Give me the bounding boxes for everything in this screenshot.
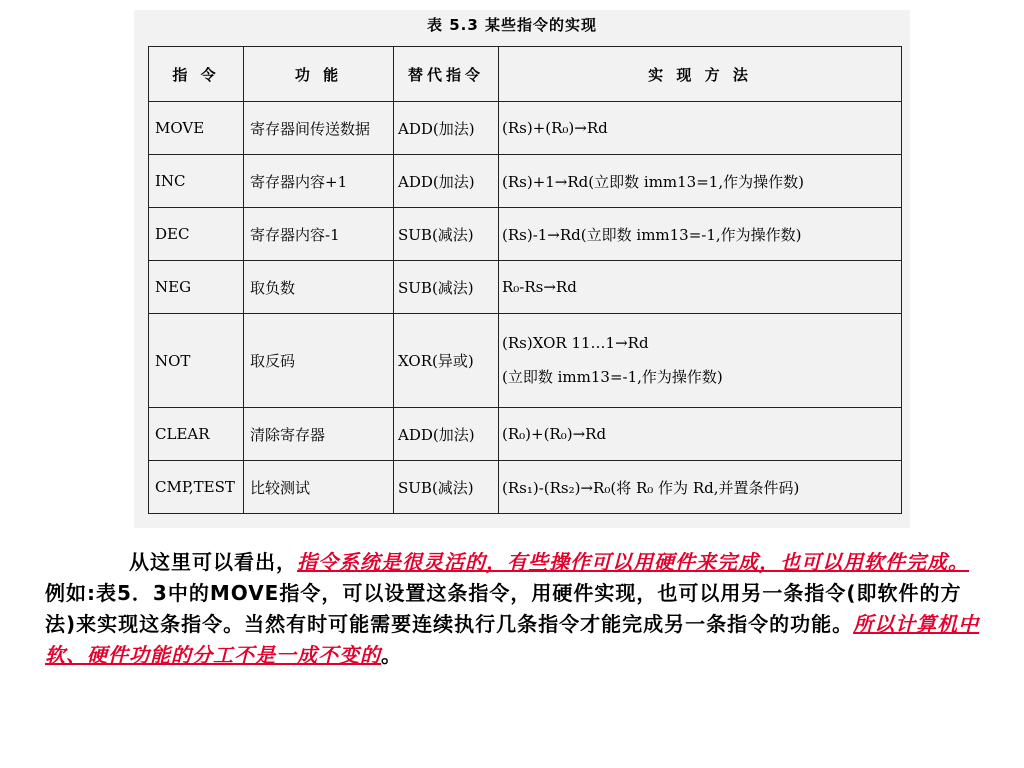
- cell-instr: CMP,TEST: [149, 461, 244, 514]
- highlight-flexibility: 指令系统是很灵活的，有些操作可以用硬件来完成，也可以用软件完成。: [297, 550, 969, 574]
- table-caption: 表 5.3 某些指令的实现: [426, 16, 598, 34]
- cell-function: 寄存器内容-1: [244, 208, 394, 261]
- cell-impl: (Rs)+(R₀)→Rd: [499, 102, 902, 155]
- header-function: 功 能: [244, 47, 394, 102]
- cell-function: 取反码: [244, 314, 394, 408]
- table-header-row: [149, 47, 902, 102]
- explanation-paragraph: [45, 547, 985, 671]
- cell-impl-line1: (Rs)XOR 11…1→Rd: [502, 334, 649, 352]
- cell-instr: NOT: [149, 314, 244, 408]
- cell-function: 取负数: [244, 261, 394, 314]
- cell-alt: SUB(减法): [394, 208, 499, 261]
- cell-alt: XOR(异或): [394, 314, 499, 408]
- header-alt-instr: 替代指令: [394, 47, 499, 102]
- cell-impl: (Rs)+1→Rd(立即数 imm13=1,作为操作数): [499, 155, 902, 208]
- cell-alt: ADD(加法): [394, 102, 499, 155]
- cell-instr: NEG: [149, 261, 244, 314]
- cell-alt: SUB(减法): [394, 261, 499, 314]
- table-row: [149, 408, 902, 461]
- cell-instr: MOVE: [149, 102, 244, 155]
- table-row: [149, 155, 902, 208]
- cell-impl: (R₀)+(R₀)→Rd: [499, 408, 902, 461]
- cell-function: 寄存器间传送数据: [244, 102, 394, 155]
- cell-function: 比较测试: [244, 461, 394, 514]
- cell-instr: INC: [149, 155, 244, 208]
- table-row: [149, 461, 902, 514]
- cell-impl-line2: (立即数 imm13=-1,作为操作数): [502, 368, 723, 386]
- cell-instr: CLEAR: [149, 408, 244, 461]
- instruction-table: [148, 46, 902, 514]
- cell-impl: [499, 314, 902, 408]
- paragraph-body: 例如:表5．3中的MOVE指令，可以设置这条指令，用硬件实现，也可以用另一条指令(即软件的方法)来实现这条指令。当然有时可能需要连续执行几条指令才能完成另一条指令的功能。: [45, 581, 962, 636]
- highlight-conclusion: 所以计算机中软、硬件功能的分工不是一成不变的: [45, 612, 980, 667]
- header-instr: 指 令: [149, 47, 244, 102]
- paragraph-intro: 从这里可以看出，: [129, 550, 297, 574]
- cell-alt: SUB(减法): [394, 461, 499, 514]
- cell-instr: DEC: [149, 208, 244, 261]
- header-impl-method: 实 现 方 法: [499, 47, 902, 102]
- cell-impl: (Rs)-1→Rd(立即数 imm13=-1,作为操作数): [499, 208, 902, 261]
- table-row: [149, 208, 902, 261]
- table-row: [149, 314, 902, 408]
- cell-alt: ADD(加法): [394, 408, 499, 461]
- cell-function: 清除寄存器: [244, 408, 394, 461]
- paragraph-end: 。: [381, 643, 402, 667]
- table-row: [149, 261, 902, 314]
- cell-alt: ADD(加法): [394, 155, 499, 208]
- cell-impl: (Rs₁)-(Rs₂)→R₀(将 R₀ 作为 Rd,并置条件码): [499, 461, 902, 514]
- cell-function: 寄存器内容+1: [244, 155, 394, 208]
- cell-impl: R₀-Rs→Rd: [499, 261, 902, 314]
- table-row: [149, 102, 902, 155]
